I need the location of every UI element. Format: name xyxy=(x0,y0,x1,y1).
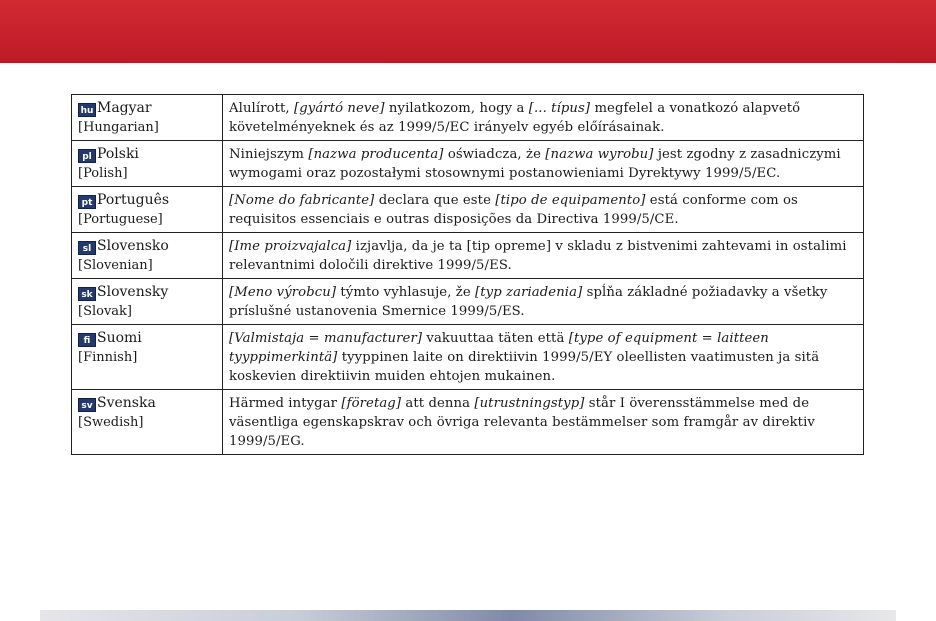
table-row xyxy=(72,141,864,187)
placeholder-text: [Nome do fabricante] xyxy=(229,193,375,208)
declaration-text-segment: Härmed intygar xyxy=(229,396,342,411)
placeholder-text: [utrustningstyp] xyxy=(474,396,585,411)
language-flag-icon: pl xyxy=(78,149,96,163)
language-english-name: [Slovak] xyxy=(78,304,133,319)
placeholder-text: [gyártó neve] xyxy=(294,101,385,116)
placeholder-text: [nazwa producenta] xyxy=(308,147,444,162)
placeholder-text: [Valmistaja = manufacturer] xyxy=(229,331,423,346)
language-english-name: [Finnish] xyxy=(78,350,138,365)
language-name: Português xyxy=(97,192,170,208)
declaration-text-segment: tyyppinen laite on direktiivin 1999/5/EY oleellisten vaatimusten ja sitä koskevien direktiivin muiden ehtojen mukainen. xyxy=(229,350,820,384)
language-flag-icon: fi xyxy=(78,333,96,347)
declaration-table xyxy=(71,94,864,455)
declaration-table-body xyxy=(72,95,864,455)
declaration-text-segment: týmto vyhlasuje, že xyxy=(336,285,476,300)
table-row xyxy=(72,279,864,325)
language-flag-icon: sl xyxy=(78,241,96,255)
declaration-text xyxy=(223,279,864,325)
placeholder-text: [type of equipment = laitteen tyyppimerkintä] xyxy=(229,331,769,365)
language-english-name: [Polish] xyxy=(78,166,128,181)
language-name: Slovensko xyxy=(97,238,169,254)
placeholder-text: [tipo de equipamento] xyxy=(495,193,646,208)
language-cell xyxy=(72,325,223,390)
placeholder-text: [Meno výrobcu] xyxy=(229,285,337,300)
declaration-text-segment: spĺňa základné požiadavky a všetky príslušné ustanovenia Smernice 1999/5/ES. xyxy=(229,285,828,319)
placeholder-text: [... típus] xyxy=(528,101,591,116)
declaration-text xyxy=(223,95,864,141)
language-name: Magyar xyxy=(97,100,152,116)
declaration-text-segment: está conforme com os requisitos essenciais e outras disposições da Directiva 1999/5/CE. xyxy=(229,193,798,227)
language-flag-icon: sv xyxy=(78,398,96,412)
language-name: Slovensky xyxy=(97,284,169,300)
declaration-text-segment: declara que este xyxy=(374,193,496,208)
language-cell xyxy=(72,187,223,233)
placeholder-text: [företag] xyxy=(341,396,402,411)
table-row xyxy=(72,325,864,390)
placeholder-text: [Ime proizvajalca] xyxy=(229,239,352,254)
language-flag-icon: sk xyxy=(78,287,96,301)
placeholder-text: [nazwa wyrobu] xyxy=(545,147,654,162)
declaration-text xyxy=(223,325,864,390)
declaration-text xyxy=(223,141,864,187)
language-english-name: [Swedish] xyxy=(78,415,144,430)
language-name: Suomi xyxy=(97,330,142,346)
declaration-text xyxy=(223,233,864,279)
language-name: Polski xyxy=(97,146,139,162)
declaration-text-segment: oświadcza, że xyxy=(443,147,546,162)
declaration-text-segment: nyilatkozom, hogy a xyxy=(384,101,529,116)
declaration-text-segment: Niniejszym xyxy=(229,147,309,162)
language-cell xyxy=(72,95,223,141)
language-cell xyxy=(72,141,223,187)
declaration-text-segment: att denna xyxy=(401,396,475,411)
language-english-name: [Slovenian] xyxy=(78,258,153,273)
table-row xyxy=(72,95,864,141)
declaration-text-segment: izjavlja, da je ta [tip opreme] v skladu z bistvenimi zahtevami in ostalimi relevantnimi določili direktive 1999/5/ES. xyxy=(229,239,847,273)
declaration-text-segment: står I överensstämmelse med de väsentliga egenskapskrav och övriga relevanta bestämmelser som framgår av direktiv 1999/5/EG. xyxy=(229,396,815,449)
language-cell xyxy=(72,233,223,279)
language-flag-icon: pt xyxy=(78,195,96,209)
language-cell xyxy=(72,390,223,455)
declaration-text xyxy=(223,187,864,233)
bottom-decorative-bar xyxy=(40,610,896,621)
declaration-text-segment: megfelel a vonatkozó alapvető követelményeknek és az 1999/5/EC irányelv egyéb előírásainak. xyxy=(229,101,801,135)
placeholder-text: [typ zariadenia] xyxy=(475,285,583,300)
language-cell xyxy=(72,279,223,325)
language-english-name: [Portuguese] xyxy=(78,212,163,227)
language-name: Svenska xyxy=(97,395,156,411)
declaration-text-segment: vakuuttaa täten että xyxy=(422,331,569,346)
top-banner xyxy=(0,0,936,63)
language-flag-icon: hu xyxy=(78,103,96,117)
table-row xyxy=(72,233,864,279)
declaration-text-segment: Alulírott, xyxy=(229,101,294,116)
table-row xyxy=(72,187,864,233)
table-row xyxy=(72,390,864,455)
language-english-name: [Hungarian] xyxy=(78,120,159,135)
declaration-text-segment: jest zgodny z zasadniczymi wymogami oraz pozostałymi stosownymi postanowieniami Dyrektywy 1999/5/EC. xyxy=(229,147,841,181)
declaration-text xyxy=(223,390,864,455)
